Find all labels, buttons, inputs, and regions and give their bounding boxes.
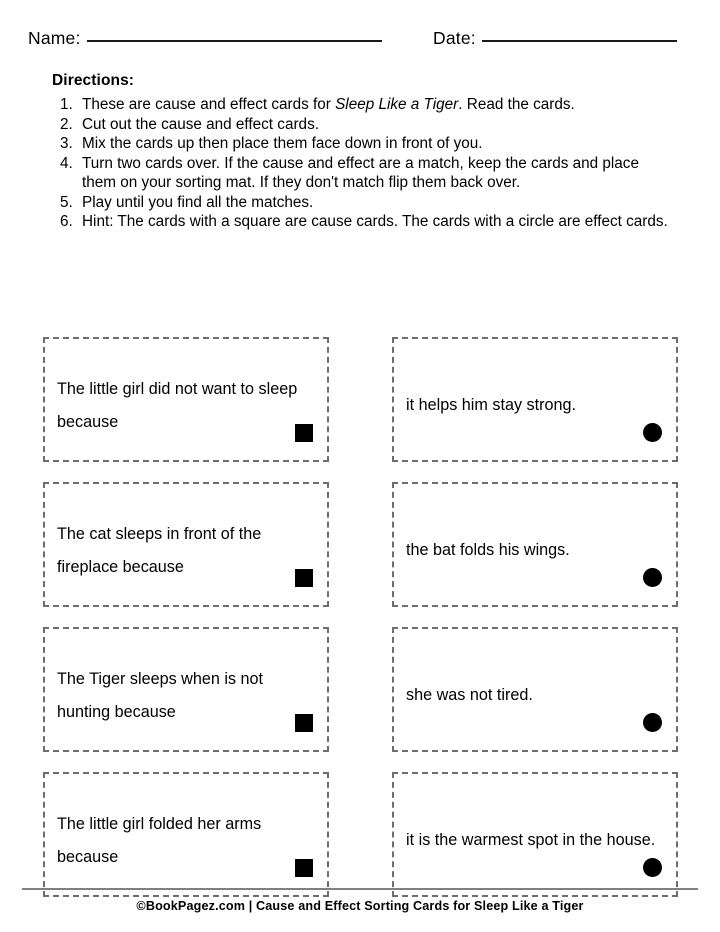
effect-card-text: it helps him stay strong.: [406, 396, 577, 414]
direction-item: [52, 193, 690, 213]
card-row: [43, 627, 678, 752]
circle-marker: [643, 713, 662, 732]
direction-number: 5.: [60, 193, 73, 211]
cause-card[interactable]: [43, 772, 329, 897]
effect-card[interactable]: [392, 627, 678, 752]
effect-card[interactable]: [392, 482, 678, 607]
direction-number: 2.: [60, 115, 73, 133]
direction-item: [52, 134, 690, 154]
direction-item: [52, 115, 690, 135]
cause-card[interactable]: [43, 482, 329, 607]
square-marker: [295, 569, 313, 587]
square-marker: [295, 714, 313, 732]
card-row: [43, 482, 678, 607]
worksheet-header: [28, 28, 692, 49]
direction-text-after: . Read the cards.: [458, 96, 575, 113]
book-title: Sleep Like a Tiger: [335, 96, 459, 113]
square-marker: [295, 424, 313, 442]
effect-card-text: the bat folds his wings.: [406, 541, 570, 559]
direction-item: [52, 212, 690, 232]
cause-card-text: The little girl folded her arms because: [57, 814, 262, 866]
sorting-cards-grid: [43, 337, 678, 917]
direction-item: [52, 95, 690, 115]
direction-item: [52, 154, 690, 193]
direction-text: [82, 95, 672, 115]
circle-marker: [643, 858, 662, 877]
date-field: [433, 28, 677, 49]
name-field: [28, 28, 433, 49]
footer-attribution: ©BookPagez.com | Cause and Effect Sorting Cards for Sleep Like a Tiger: [136, 899, 584, 913]
cause-card[interactable]: [43, 627, 329, 752]
cause-card[interactable]: [43, 337, 329, 462]
cause-card-text: The Tiger sleeps when is not hunting because: [57, 669, 264, 721]
direction-number: 3.: [60, 135, 73, 152]
direction-text: Hint: The cards with a square are cause cards. The cards with a circle are effect cards.: [82, 213, 668, 230]
directions-section: [52, 72, 690, 232]
effect-card-text: she was not tired.: [406, 686, 533, 704]
circle-marker: [643, 423, 662, 442]
effect-card[interactable]: [392, 337, 678, 462]
square-marker: [295, 859, 313, 877]
direction-number: 6.: [60, 213, 73, 230]
effect-card[interactable]: [392, 772, 678, 897]
card-row: [43, 337, 678, 462]
date-write-line[interactable]: [482, 40, 677, 42]
cause-card-text: The cat sleeps in front of the fireplace because: [57, 524, 262, 576]
directions-title: Directions:: [52, 72, 135, 89]
direction-text: Play until you find all the matches.: [82, 193, 314, 211]
name-write-line[interactable]: [87, 40, 382, 42]
circle-marker: [643, 568, 662, 587]
direction-number: 1.: [60, 96, 73, 113]
direction-text: Mix the cards up then place them face down in front of you.: [82, 135, 483, 152]
direction-text: Turn two cards over. If the cause and effect are a match, keep the cards and place them on your sorting mat. If they don't match flip them back over.: [82, 154, 639, 191]
cause-card-text: The little girl did not want to sleep because: [57, 379, 298, 431]
effect-card-text: it is the warmest spot in the house.: [406, 831, 656, 849]
card-row: [43, 772, 678, 897]
footer-divider: [22, 888, 698, 890]
name-label: Name:: [28, 28, 81, 48]
direction-text: Cut out the cause and effect cards.: [82, 115, 319, 133]
direction-number: 4.: [60, 154, 73, 172]
date-label: Date:: [433, 28, 476, 48]
directions-list: [52, 95, 690, 232]
direction-text-before: These are cause and effect cards for: [82, 96, 336, 113]
